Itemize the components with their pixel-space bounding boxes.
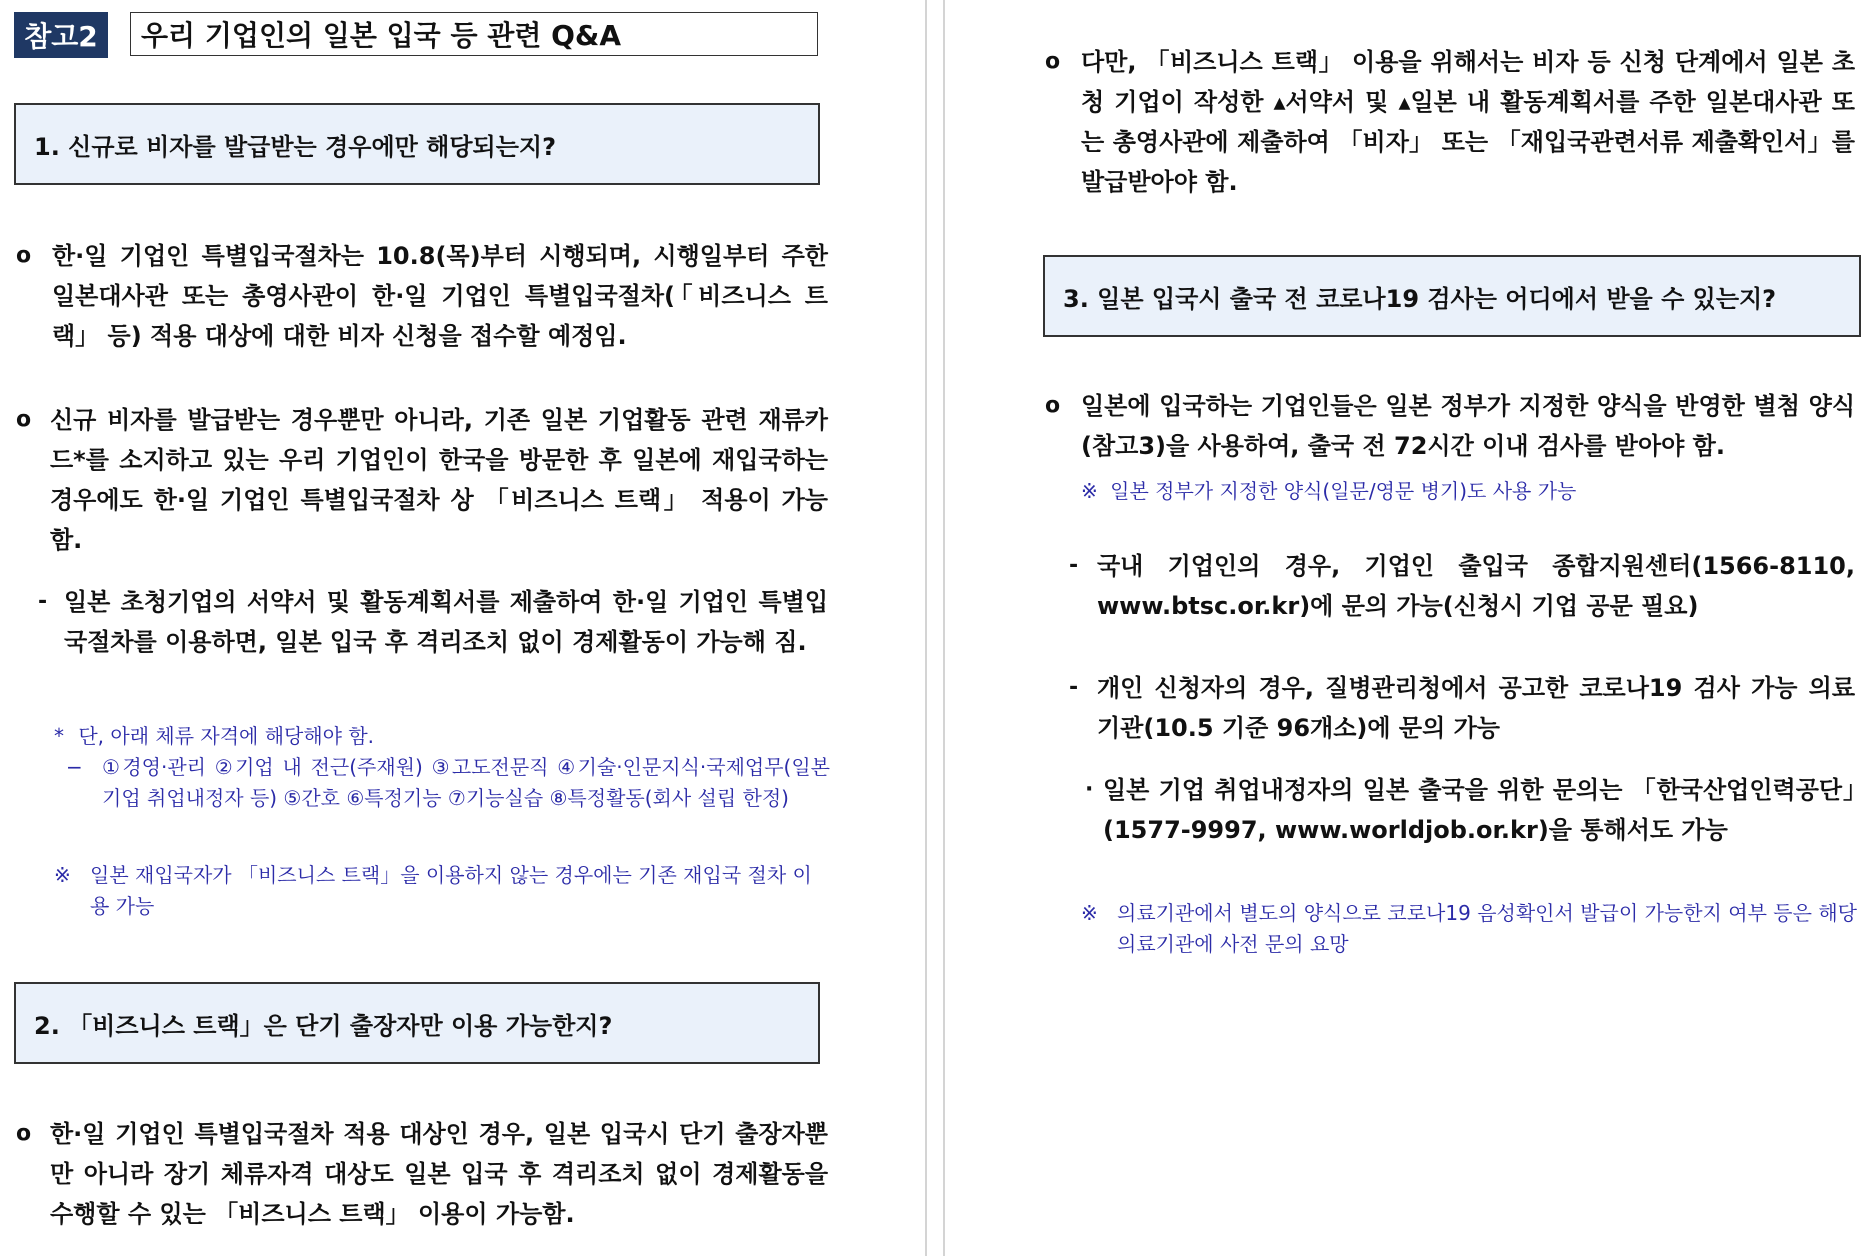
note-form-text: 일본 정부가 지정한 양식(일문/영문 병기)도 사용 가능: [1110, 479, 1577, 503]
answer-2-paragraph: [16, 1114, 828, 1234]
question-1-text: 1. 신규로 비자를 발급받는 경우에만 해당되는지?: [34, 132, 557, 161]
left-page: [0, 0, 925, 1256]
note-form: [1081, 476, 1861, 507]
note-status-list: [66, 752, 830, 814]
question-1-box: [14, 103, 820, 185]
paragraph-text: 일본에 입국하는 기업인들은 일본 정부가 지정한 양식을 반영한 별첨 양식(참고3)을 사용하여, 출국 전 72시간 이내 검사를 받아야 함.: [1081, 392, 1855, 460]
answer-3-subitem-2: [1069, 668, 1855, 748]
middle-dot-bullet-icon: ·: [1085, 777, 1094, 802]
answer-3-subitem-3: [1085, 770, 1855, 850]
right-page: [945, 0, 1868, 1256]
note-reentry-text: 일본 재입국자가 「비즈니스 트랙」을 이용하지 않는 경우에는 기존 재입국 절차 이용 가능: [90, 863, 812, 918]
paragraph-text: 한·일 기업인 특별입국절차 적용 대상인 경우, 일본 입국시 단기 출장자뿐만 아니라 장기 체류자격 대상도 일본 입국 후 격리조치 없이 경제활동을 수행할 수 있는 「비즈니스 트랙」 이용이 가능함.: [50, 1120, 828, 1228]
reference-badge: 참고2: [14, 12, 108, 58]
document-title: 우리 기업인의 일본 입국 등 관련 Q&A: [130, 12, 818, 56]
question-3-text: 3. 일본 입국시 출국 전 코로나19 검사는 어디에서 받을 수 있는지?: [1063, 284, 1777, 313]
asterisk-icon: *: [54, 724, 64, 748]
subitem-text: 일본 기업 취업내정자의 일본 출국을 위한 문의는 「한국산업인력공단」(1577-9997, www.worldjob.or.kr)을 통해서도 가능: [1103, 776, 1855, 844]
dash-bullet-icon: -: [38, 589, 48, 614]
answer-3-subitem-1: [1069, 546, 1855, 626]
question-3-box: [1043, 255, 1861, 337]
circle-bullet-icon: ο: [1045, 49, 1061, 74]
circle-bullet-icon: ο: [16, 407, 32, 432]
note-medical-text: 의료기관에서 별도의 양식으로 코로나19 음성확인서 발급이 가능한지 여부 등은 해당 의료기관에 사전 문의 요망: [1117, 901, 1857, 956]
question-2-text: 2. 「비즈니스 트랙」은 단기 출장자만 이용 가능한지?: [34, 1011, 613, 1040]
subitem-text: 일본 초청기업의 서약서 및 활동계획서를 제출하여 한·일 기업인 특별입국절차를 이용하면, 일본 입국 후 격리조치 없이 경제활동이 가능해 짐.: [64, 588, 828, 656]
answer-1-subitem: [38, 582, 828, 662]
dash-bullet-icon: -: [1069, 553, 1079, 578]
answer-1-paragraph-1: [16, 236, 828, 356]
question-2-box: [14, 982, 820, 1064]
reference-mark-icon: ※: [1081, 479, 1098, 503]
answer-1-paragraph-2: [16, 400, 828, 560]
title-row: [14, 12, 818, 58]
note-medical: [1081, 898, 1857, 960]
status-list-text: ①경영·관리 ②기업 내 전근(주재원) ③고도전문직 ④기술·인문지식·국제업무(일본 기업 취업내정자 등) ⑤간호 ⑥특정기능 ⑦기능실습 ⑧특정활동(회사 설립 한정): [102, 755, 830, 810]
reference-mark-icon: ※: [1081, 901, 1098, 925]
subitem-text: 국내 기업인의 경우, 기업인 출입국 종합지원센터(1566-8110, www.btsc.or.kr)에 문의 가능(신청시 기업 공문 필요): [1097, 552, 1855, 620]
circle-bullet-icon: ο: [1045, 393, 1061, 418]
circle-bullet-icon: ο: [16, 1121, 32, 1146]
note-heading: [54, 721, 830, 752]
paragraph-text: 다만, 「비즈니스 트랙」 이용을 위해서는 비자 등 신청 단계에서 일본 초청 기업이 작성한 ▴서약서 및 ▴일본 내 활동계획서를 주한 일본대사관 또는 총영사관에 제출하여 「비자」 또는 「재입국관련서류 제출확인서」를 발급받아야 함.: [1081, 48, 1855, 196]
answer-2-paragraph-continued: [1045, 42, 1855, 202]
dash-bullet-icon: -: [1069, 675, 1079, 700]
paragraph-text: 한·일 기업인 특별입국절차는 10.8(목)부터 시행되며, 시행일부터 주한 일본대사관 또는 총영사관이 한·일 기업인 특별입국절차(「비즈니스 트랙」 등) 적용 대상에 대한 비자 신청을 접수할 예정임.: [52, 242, 828, 350]
note-residence-status: [54, 721, 830, 814]
note-reentry: [54, 860, 830, 922]
minus-bullet-icon: −: [66, 755, 83, 779]
reference-mark-icon: ※: [54, 863, 71, 887]
page-divider: [925, 0, 945, 1256]
paragraph-text: 신규 비자를 발급받는 경우뿐만 아니라, 기존 일본 기업활동 관련 재류카드*를 소지하고 있는 우리 기업인이 한국을 방문한 후 일본에 재입국하는 경우에도 한·일 기업인 특별입국절차 상 「비즈니스 트랙」 적용이 가능함.: [50, 406, 828, 554]
subitem-text: 개인 신청자의 경우, 질병관리청에서 공고한 코로나19 검사 가능 의료기관(10.5 기준 96개소)에 문의 가능: [1097, 674, 1855, 742]
circle-bullet-icon: ο: [16, 243, 32, 268]
note-heading-text: 단, 아래 체류 자격에 해당해야 함.: [78, 724, 375, 748]
answer-3-paragraph-1: [1045, 386, 1855, 466]
